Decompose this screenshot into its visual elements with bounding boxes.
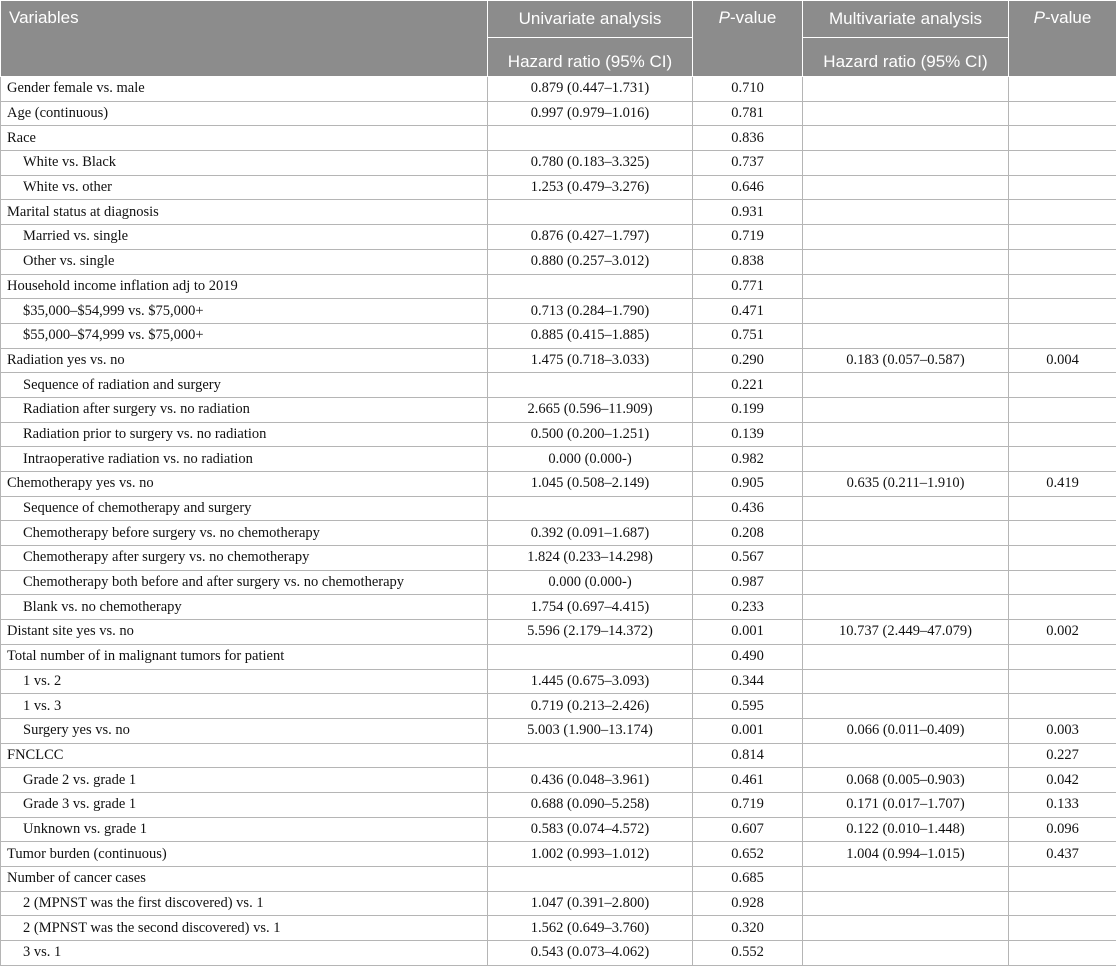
cell-univariate-hazard-ratio: [488, 126, 693, 151]
cell-univariate-p-value: 0.233: [693, 595, 803, 620]
cell-univariate-hazard-ratio: 1.475 (0.718–3.033): [488, 348, 693, 373]
cell-multivariate-hazard-ratio: [803, 941, 1009, 966]
cell-multivariate-hazard-ratio: [803, 521, 1009, 546]
cell-univariate-p-value: 0.221: [693, 373, 803, 398]
cell-multivariate-hazard-ratio: [803, 373, 1009, 398]
cell-variable: Married vs. single: [1, 225, 488, 250]
cell-variable: Unknown vs. grade 1: [1, 817, 488, 842]
header-univariate-p-value: [693, 1, 803, 77]
cell-multivariate-hazard-ratio: [803, 397, 1009, 422]
table-row: [1, 249, 1116, 274]
cell-univariate-p-value: 0.982: [693, 447, 803, 472]
table-row: [1, 397, 1116, 422]
cell-variable: Radiation prior to surgery vs. no radiation: [1, 422, 488, 447]
cell-univariate-p-value: 0.490: [693, 644, 803, 669]
cell-variable: $55,000–$74,999 vs. $75,000+: [1, 323, 488, 348]
table-row: [1, 422, 1116, 447]
cell-multivariate-hazard-ratio: 0.171 (0.017–1.707): [803, 792, 1009, 817]
cell-multivariate-p-value: [1009, 175, 1116, 200]
cell-univariate-p-value: 0.652: [693, 842, 803, 867]
cell-variable: Total number of in malignant tumors for patient: [1, 644, 488, 669]
table-header: [1, 1, 1116, 77]
cell-univariate-hazard-ratio: 1.253 (0.479–3.276): [488, 175, 693, 200]
cell-variable: FNCLCC: [1, 743, 488, 768]
table-row: [1, 447, 1116, 472]
cell-variable: Gender female vs. male: [1, 77, 488, 102]
cell-univariate-p-value: 0.685: [693, 867, 803, 892]
cell-univariate-p-value: 0.814: [693, 743, 803, 768]
p-letter: P: [1033, 8, 1046, 27]
cell-univariate-hazard-ratio: 0.879 (0.447–1.731): [488, 77, 693, 102]
cell-univariate-hazard-ratio: 0.000 (0.000-): [488, 570, 693, 595]
cell-univariate-hazard-ratio: 0.500 (0.200–1.251): [488, 422, 693, 447]
cell-variable: Intraoperative radiation vs. no radiation: [1, 447, 488, 472]
cell-variable: Sequence of radiation and surgery: [1, 373, 488, 398]
cell-univariate-hazard-ratio: 2.665 (0.596–11.909): [488, 397, 693, 422]
cell-univariate-p-value: 0.139: [693, 422, 803, 447]
cell-multivariate-hazard-ratio: [803, 200, 1009, 225]
cell-univariate-p-value: 0.905: [693, 472, 803, 497]
cell-univariate-hazard-ratio: 5.596 (2.179–14.372): [488, 620, 693, 645]
cell-univariate-hazard-ratio: 5.003 (1.900–13.174): [488, 718, 693, 743]
cell-univariate-p-value: 0.461: [693, 768, 803, 793]
table-row: [1, 299, 1116, 324]
cell-multivariate-p-value: [1009, 867, 1116, 892]
cell-univariate-p-value: 0.001: [693, 620, 803, 645]
cell-multivariate-hazard-ratio: [803, 916, 1009, 941]
cell-multivariate-p-value: [1009, 299, 1116, 324]
cell-univariate-hazard-ratio: 1.445 (0.675–3.093): [488, 669, 693, 694]
cell-univariate-hazard-ratio: 1.002 (0.993–1.012): [488, 842, 693, 867]
cell-univariate-hazard-ratio: 0.719 (0.213–2.426): [488, 694, 693, 719]
cell-univariate-p-value: 0.344: [693, 669, 803, 694]
table-row: [1, 817, 1116, 842]
cell-univariate-hazard-ratio: 0.997 (0.979–1.016): [488, 101, 693, 126]
cell-multivariate-hazard-ratio: 10.737 (2.449–47.079): [803, 620, 1009, 645]
cell-univariate-hazard-ratio: [488, 274, 693, 299]
cell-variable: Marital status at diagnosis: [1, 200, 488, 225]
cell-univariate-p-value: 0.836: [693, 126, 803, 151]
cell-univariate-hazard-ratio: 0.688 (0.090–5.258): [488, 792, 693, 817]
table-row: [1, 175, 1116, 200]
cell-multivariate-p-value: [1009, 916, 1116, 941]
table-row: [1, 274, 1116, 299]
cell-univariate-p-value: 0.737: [693, 151, 803, 176]
cell-univariate-hazard-ratio: 1.047 (0.391–2.800): [488, 891, 693, 916]
cell-univariate-p-value: 0.320: [693, 916, 803, 941]
cell-variable: Other vs. single: [1, 249, 488, 274]
cell-multivariate-p-value: [1009, 496, 1116, 521]
cell-variable: 3 vs. 1: [1, 941, 488, 966]
cell-variable: 1 vs. 2: [1, 669, 488, 694]
cell-variable: Chemotherapy both before and after surgery vs. no chemotherapy: [1, 570, 488, 595]
cell-univariate-p-value: 0.710: [693, 77, 803, 102]
cell-multivariate-hazard-ratio: [803, 447, 1009, 472]
table-row: [1, 126, 1116, 151]
cell-variable: Tumor burden (continuous): [1, 842, 488, 867]
cell-variable: Chemotherapy before surgery vs. no chemotherapy: [1, 521, 488, 546]
cell-univariate-hazard-ratio: [488, 496, 693, 521]
cell-multivariate-hazard-ratio: [803, 694, 1009, 719]
cell-univariate-hazard-ratio: 0.780 (0.183–3.325): [488, 151, 693, 176]
cell-univariate-hazard-ratio: 0.713 (0.284–1.790): [488, 299, 693, 324]
cell-univariate-p-value: 0.607: [693, 817, 803, 842]
cell-variable: 1 vs. 3: [1, 694, 488, 719]
cell-multivariate-p-value: 0.002: [1009, 620, 1116, 645]
cell-multivariate-p-value: [1009, 274, 1116, 299]
table-row: [1, 792, 1116, 817]
cell-multivariate-hazard-ratio: [803, 669, 1009, 694]
cell-variable: White vs. Black: [1, 151, 488, 176]
table-row: [1, 472, 1116, 497]
cell-multivariate-hazard-ratio: 0.122 (0.010–1.448): [803, 817, 1009, 842]
cell-variable: Distant site yes vs. no: [1, 620, 488, 645]
cell-variable: Chemotherapy yes vs. no: [1, 472, 488, 497]
cell-multivariate-hazard-ratio: [803, 570, 1009, 595]
table-row: [1, 200, 1116, 225]
cell-multivariate-p-value: 0.042: [1009, 768, 1116, 793]
table-row: [1, 373, 1116, 398]
cell-multivariate-p-value: [1009, 373, 1116, 398]
cell-multivariate-p-value: [1009, 669, 1116, 694]
cell-univariate-hazard-ratio: 1.562 (0.649–3.760): [488, 916, 693, 941]
cell-multivariate-p-value: [1009, 422, 1116, 447]
table-row: [1, 101, 1116, 126]
cell-multivariate-p-value: [1009, 249, 1116, 274]
table-row: [1, 595, 1116, 620]
cell-univariate-p-value: 0.771: [693, 274, 803, 299]
cell-multivariate-hazard-ratio: [803, 496, 1009, 521]
header-multivariate: Multivariate analysis: [803, 1, 1009, 38]
cell-multivariate-hazard-ratio: [803, 77, 1009, 102]
table-row: [1, 151, 1116, 176]
cell-univariate-p-value: 0.987: [693, 570, 803, 595]
cell-multivariate-p-value: [1009, 521, 1116, 546]
cell-multivariate-p-value: [1009, 570, 1116, 595]
table-row: [1, 842, 1116, 867]
cell-univariate-hazard-ratio: [488, 200, 693, 225]
table-body: [1, 77, 1116, 966]
cell-variable: Surgery yes vs. no: [1, 718, 488, 743]
cell-variable: Radiation yes vs. no: [1, 348, 488, 373]
table-row: [1, 225, 1116, 250]
p-letter: P: [718, 8, 731, 27]
cell-multivariate-p-value: [1009, 546, 1116, 571]
cell-variable: Household income inflation adj to 2019: [1, 274, 488, 299]
cell-multivariate-p-value: [1009, 225, 1116, 250]
table-row: [1, 891, 1116, 916]
cell-multivariate-hazard-ratio: 1.004 (0.994–1.015): [803, 842, 1009, 867]
cell-multivariate-hazard-ratio: [803, 175, 1009, 200]
cell-multivariate-p-value: [1009, 941, 1116, 966]
cell-variable: Chemotherapy after surgery vs. no chemotherapy: [1, 546, 488, 571]
table-row: [1, 644, 1116, 669]
cell-multivariate-hazard-ratio: [803, 274, 1009, 299]
cell-variable: Blank vs. no chemotherapy: [1, 595, 488, 620]
table-row: [1, 570, 1116, 595]
cell-univariate-p-value: 0.931: [693, 200, 803, 225]
cell-univariate-p-value: 0.646: [693, 175, 803, 200]
cell-univariate-p-value: 0.208: [693, 521, 803, 546]
cell-univariate-p-value: 0.001: [693, 718, 803, 743]
cell-multivariate-hazard-ratio: [803, 299, 1009, 324]
table-row: [1, 694, 1116, 719]
cell-multivariate-hazard-ratio: [803, 249, 1009, 274]
cell-univariate-hazard-ratio: 1.824 (0.233–14.298): [488, 546, 693, 571]
cell-univariate-hazard-ratio: [488, 743, 693, 768]
cell-multivariate-p-value: [1009, 595, 1116, 620]
table-row: [1, 348, 1116, 373]
cell-univariate-p-value: 0.719: [693, 225, 803, 250]
table-row: [1, 916, 1116, 941]
header-univariate-hazard-ratio: Hazard ratio (95% CI): [488, 38, 693, 77]
cell-multivariate-p-value: [1009, 397, 1116, 422]
cell-multivariate-hazard-ratio: [803, 101, 1009, 126]
cell-multivariate-p-value: 0.419: [1009, 472, 1116, 497]
cell-univariate-hazard-ratio: 0.000 (0.000-): [488, 447, 693, 472]
cell-univariate-hazard-ratio: 0.880 (0.257–3.012): [488, 249, 693, 274]
cell-multivariate-hazard-ratio: 0.068 (0.005–0.903): [803, 768, 1009, 793]
cell-multivariate-p-value: [1009, 101, 1116, 126]
cell-multivariate-p-value: [1009, 447, 1116, 472]
cell-univariate-p-value: 0.719: [693, 792, 803, 817]
cell-variable: Grade 3 vs. grade 1: [1, 792, 488, 817]
cell-univariate-hazard-ratio: 0.583 (0.074–4.572): [488, 817, 693, 842]
cell-multivariate-p-value: 0.003: [1009, 718, 1116, 743]
cell-multivariate-p-value: [1009, 77, 1116, 102]
cell-multivariate-hazard-ratio: [803, 422, 1009, 447]
cell-univariate-hazard-ratio: [488, 867, 693, 892]
cell-multivariate-hazard-ratio: [803, 126, 1009, 151]
table-row: [1, 521, 1116, 546]
cell-multivariate-hazard-ratio: [803, 644, 1009, 669]
cell-variable: White vs. other: [1, 175, 488, 200]
cell-univariate-p-value: 0.751: [693, 323, 803, 348]
cell-multivariate-p-value: [1009, 694, 1116, 719]
table-row: [1, 718, 1116, 743]
cell-univariate-p-value: 0.567: [693, 546, 803, 571]
cell-variable: 2 (MPNST was the first discovered) vs. 1: [1, 891, 488, 916]
cell-multivariate-p-value: [1009, 644, 1116, 669]
header-univariate: Univariate analysis: [488, 1, 693, 38]
cell-multivariate-hazard-ratio: [803, 743, 1009, 768]
cell-multivariate-p-value: [1009, 323, 1116, 348]
cell-univariate-p-value: 0.199: [693, 397, 803, 422]
cell-multivariate-p-value: 0.437: [1009, 842, 1116, 867]
cell-univariate-p-value: 0.781: [693, 101, 803, 126]
cell-univariate-hazard-ratio: [488, 644, 693, 669]
p-suffix: -value: [1045, 8, 1092, 27]
cell-variable: Age (continuous): [1, 101, 488, 126]
cell-multivariate-hazard-ratio: [803, 867, 1009, 892]
p-suffix: -value: [730, 8, 777, 27]
cell-multivariate-hazard-ratio: [803, 546, 1009, 571]
cell-multivariate-p-value: 0.133: [1009, 792, 1116, 817]
cell-multivariate-p-value: [1009, 151, 1116, 176]
cell-variable: Radiation after surgery vs. no radiation: [1, 397, 488, 422]
cell-univariate-hazard-ratio: 1.045 (0.508–2.149): [488, 472, 693, 497]
table-row: [1, 867, 1116, 892]
table-row: [1, 743, 1116, 768]
cell-univariate-hazard-ratio: 0.392 (0.091–1.687): [488, 521, 693, 546]
cell-univariate-p-value: 0.290: [693, 348, 803, 373]
cell-univariate-p-value: 0.552: [693, 941, 803, 966]
cell-univariate-hazard-ratio: 0.436 (0.048–3.961): [488, 768, 693, 793]
cell-multivariate-hazard-ratio: [803, 891, 1009, 916]
cell-univariate-p-value: 0.471: [693, 299, 803, 324]
cell-univariate-hazard-ratio: [488, 373, 693, 398]
cell-variable: Race: [1, 126, 488, 151]
table-row: [1, 323, 1116, 348]
cell-variable: $35,000–$54,999 vs. $75,000+: [1, 299, 488, 324]
cell-variable: 2 (MPNST was the second discovered) vs. 1: [1, 916, 488, 941]
cell-multivariate-hazard-ratio: 0.183 (0.057–0.587): [803, 348, 1009, 373]
cell-multivariate-p-value: [1009, 126, 1116, 151]
header-multivariate-p-value: [1009, 1, 1116, 77]
header-multivariate-hazard-ratio: Hazard ratio (95% CI): [803, 38, 1009, 77]
header-variables: Variables: [1, 1, 488, 77]
table-row: [1, 77, 1116, 102]
cell-univariate-hazard-ratio: 0.885 (0.415–1.885): [488, 323, 693, 348]
cell-variable: Sequence of chemotherapy and surgery: [1, 496, 488, 521]
cell-univariate-p-value: 0.436: [693, 496, 803, 521]
cell-multivariate-p-value: 0.227: [1009, 743, 1116, 768]
table-row: [1, 941, 1116, 966]
cell-univariate-hazard-ratio: 1.754 (0.697–4.415): [488, 595, 693, 620]
table-row: [1, 768, 1116, 793]
cell-multivariate-hazard-ratio: 0.066 (0.011–0.409): [803, 718, 1009, 743]
cell-univariate-p-value: 0.928: [693, 891, 803, 916]
cell-multivariate-hazard-ratio: 0.635 (0.211–1.910): [803, 472, 1009, 497]
table-row: [1, 669, 1116, 694]
cell-multivariate-p-value: [1009, 200, 1116, 225]
cell-variable: Number of cancer cases: [1, 867, 488, 892]
table-row: [1, 620, 1116, 645]
cell-univariate-hazard-ratio: 0.543 (0.073–4.062): [488, 941, 693, 966]
cell-multivariate-hazard-ratio: [803, 151, 1009, 176]
table-row: [1, 496, 1116, 521]
table-row: [1, 546, 1116, 571]
cell-multivariate-hazard-ratio: [803, 595, 1009, 620]
cell-multivariate-p-value: 0.096: [1009, 817, 1116, 842]
cell-univariate-p-value: 0.595: [693, 694, 803, 719]
cell-multivariate-p-value: [1009, 891, 1116, 916]
cell-variable: Grade 2 vs. grade 1: [1, 768, 488, 793]
cell-multivariate-hazard-ratio: [803, 323, 1009, 348]
cell-univariate-hazard-ratio: 0.876 (0.427–1.797): [488, 225, 693, 250]
cell-multivariate-hazard-ratio: [803, 225, 1009, 250]
cell-univariate-p-value: 0.838: [693, 249, 803, 274]
cell-multivariate-p-value: 0.004: [1009, 348, 1116, 373]
